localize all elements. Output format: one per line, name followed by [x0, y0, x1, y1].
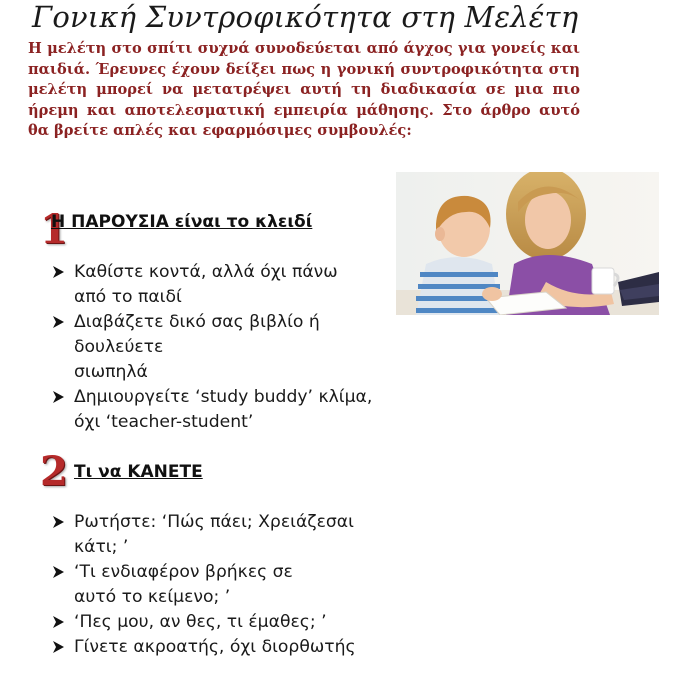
list-item: ‘Τι ενδιαφέρον βρήκες σε αυτό το κείμενο; ’ [52, 560, 392, 610]
list-item: Ρωτήστε: ‘Πώς πάει; Χρειάζεσαι κάτι; ’ [52, 510, 392, 560]
arrow-bullet-icon [52, 511, 66, 533]
list-item: Καθίστε κοντά, αλλά όχι πάνω από το παιδί [52, 260, 392, 310]
arrow-bullet-icon [52, 611, 66, 633]
section-number: 1 [40, 206, 68, 253]
list-item: Διαβάζετε δικό σας βιβλίο ή δουλεύετε σιωπηλά [52, 310, 392, 385]
intro-paragraph: Η μελέτη στο σπίτι συχνά συνοδεύεται από άγχος για γονείς και παιδιά. Έρευνες έχουν δείξει πως η γονική συντροφικότητα στη μελέτη μπορεί να μετατρέψει αυτή τη διαδικασία σε μια πιο ήρεμη και αποτελεσματική εμπειρία μάθησης. Στο άρθρο αυτό θα βρείτε απλές και εφαρμόσιμες συμβουλές: [28, 40, 580, 139]
page-title: Γονική Συντροφικότητα στη Μελέτη [32, 0, 579, 34]
section-heading: Η ΠΑΡΟΥΣΙΑ είναι το κλειδί [51, 212, 313, 232]
arrow-bullet-icon [52, 311, 66, 333]
section-heading: Τι να ΚΑΝΕΤΕ [74, 462, 203, 482]
list-item: Δημιουργείτε ‘study buddy’ κλίμα, όχι ‘teacher-student’ [52, 385, 392, 435]
parent-child-study-photo [396, 172, 659, 315]
list-item: ‘Πες μου, αν θες, τι έμαθες; ’ [52, 610, 392, 635]
arrow-bullet-icon [52, 261, 66, 283]
arrow-bullet-icon [52, 386, 66, 408]
section-number: 2 [40, 448, 68, 495]
photo-illustration [396, 172, 659, 315]
arrow-bullet-icon [52, 561, 66, 583]
bullet-list [52, 510, 392, 660]
list-item: Γίνετε ακροατής, όχι διορθωτής [52, 635, 392, 660]
arrow-bullet-icon [52, 636, 66, 658]
bullet-list [52, 260, 392, 435]
